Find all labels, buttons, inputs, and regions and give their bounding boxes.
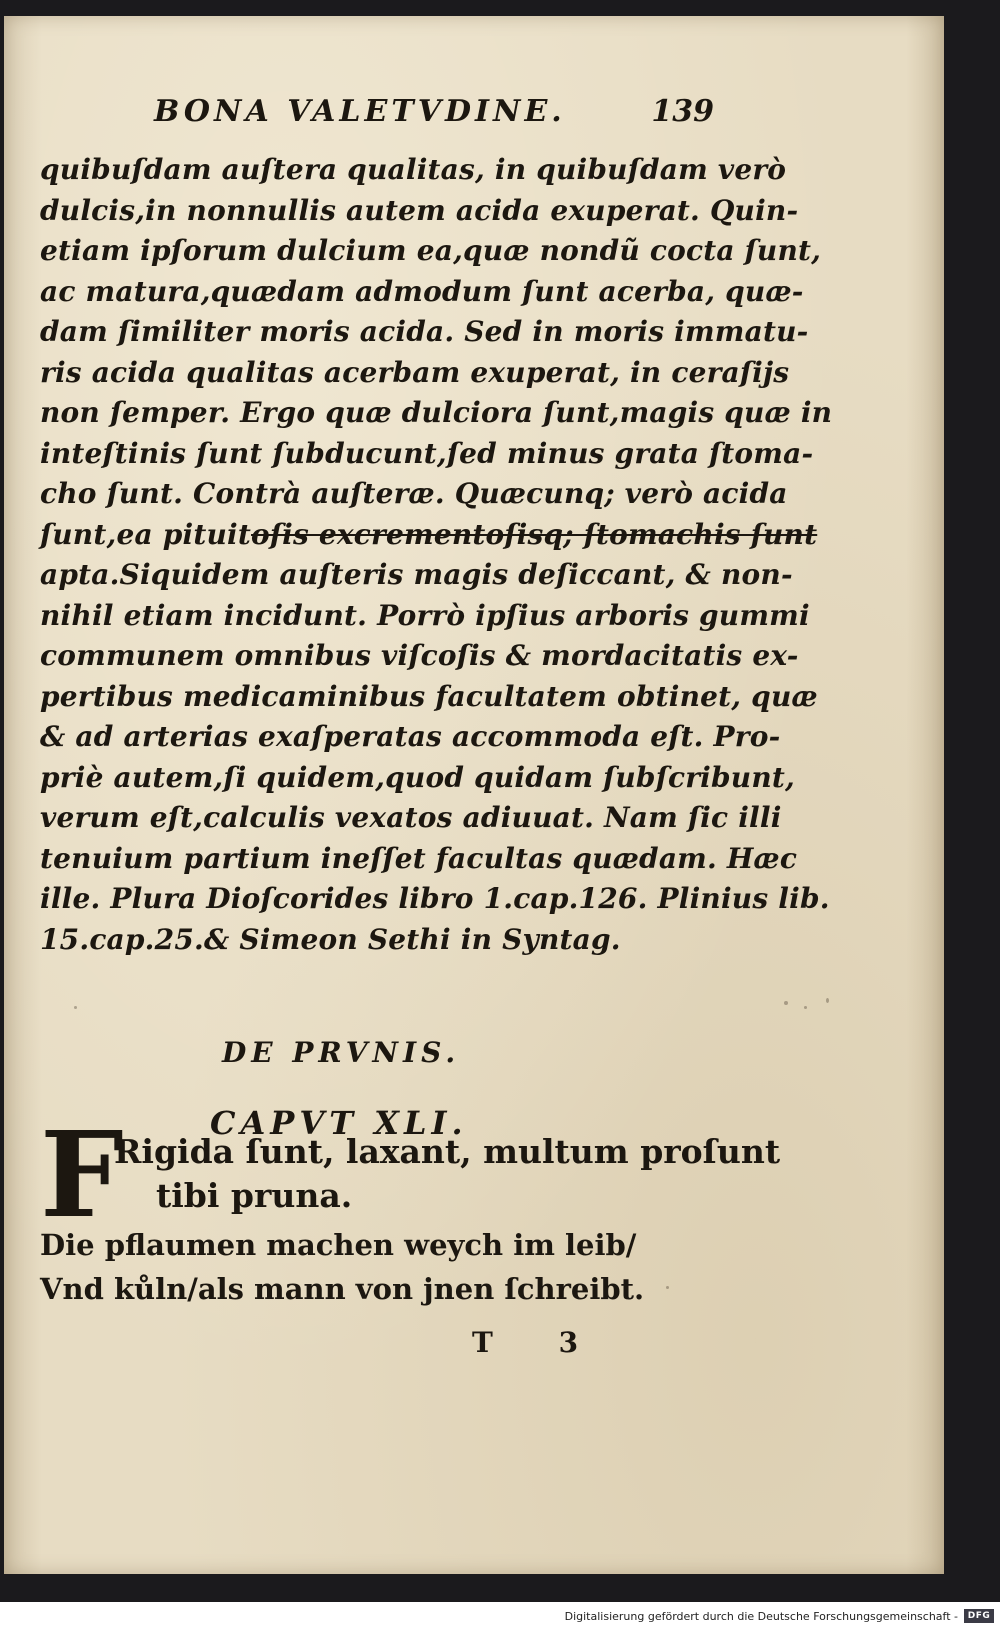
verse-line: tibi pruna. (156, 1176, 353, 1215)
text-line-with-strikethrough (40, 515, 818, 556)
text-line: pertibus medicaminibus facultatem obtinet, quæ (40, 679, 818, 713)
text-line: ris acida qualitas acerbam exuperat, in ceraſijs (40, 355, 790, 389)
page-number: 139 (651, 94, 714, 129)
text-line: cho ſunt. Contrà auſteræ. Quæcunq; verò acida (40, 477, 788, 510)
paper-speck (666, 1286, 669, 1289)
german-verse-line: Vnd kůln/als mann von jnen ſchreibt. (40, 1272, 645, 1306)
signature-mark: T 3 (472, 1326, 607, 1359)
text-line: verum eſt,calculis vexatos adiuuat. Nam ſic illi (40, 801, 782, 834)
text-line: dam ſimiliter moris acida. Sed in moris immatu- (40, 315, 809, 348)
text-line: inteſtinis ſunt ſubducunt,ſed minus grata ſtoma- (40, 436, 814, 470)
paper-speck (784, 1001, 788, 1005)
chapter-title: CAPVT XLI. (210, 1104, 468, 1142)
text-line: apta.Siquidem auſteris magis deſiccant, & non- (40, 558, 793, 591)
text-line: priè autem,ſi quidem,quod quidam ſubſcribunt, (40, 760, 795, 794)
verse-line: Rigida ſunt, laxant, multum proſunt (114, 1132, 781, 1171)
text-line: ille. Plura Dioſcorides libro 1.cap.126. Plinius lib. (40, 882, 830, 915)
section-title: DE PRVNIS. (222, 1036, 461, 1069)
running-title: BONA VALETVDINE. (154, 94, 566, 129)
text-line: etiam ipſorum dulcium ea,quæ nondũ cocta ſunt, (40, 234, 822, 267)
footer-credit: Digitalisierung gefördert durch die Deutsche Forschungsgemeinschaft - (564, 1610, 958, 1623)
text-line: ac matura,quædam admodum ſunt acerba, quæ- (40, 274, 804, 308)
text-line: nihil etiam incidunt. Porrò ipſius arboris gummi (40, 598, 810, 632)
digitization-footer (0, 1602, 1000, 1633)
struck-through-text: oſis excrementoſisq; ſtomachis ſunt (251, 517, 818, 551)
book-page (4, 16, 944, 1574)
dfg-logo: DFG (964, 1609, 994, 1623)
drop-cap: F (40, 1105, 124, 1244)
text-line: quibuſdam auſtera qualitas, in quibuſdam verò (40, 153, 787, 186)
text-line: 15.cap.25.& Simeon Sethi in Syntag. (40, 922, 621, 956)
text-line: & ad arterias exaſperatas accommoda eſt. Pro- (40, 720, 781, 753)
text-line: dulcis,in nonnullis autem acida exuperat. Quin- (40, 193, 799, 227)
paper-speck (804, 1006, 807, 1009)
text-line: tenuium partium ineſſet facultas quædam. Hæc (40, 841, 798, 875)
german-verse-line: Die pflaumen machen weych im leib/ (40, 1228, 637, 1262)
page-header (154, 94, 714, 144)
text-line: communem omnibus viſcoſis & mordacitatis ex- (40, 639, 799, 672)
paper-speck (826, 998, 829, 1003)
text-fragment: ſunt,ea pituit (40, 517, 252, 551)
text-line: non ſemper. Ergo quæ dulciora ſunt,magis quæ in (40, 396, 833, 429)
body-text (40, 150, 833, 960)
paper-speck (74, 1006, 77, 1009)
